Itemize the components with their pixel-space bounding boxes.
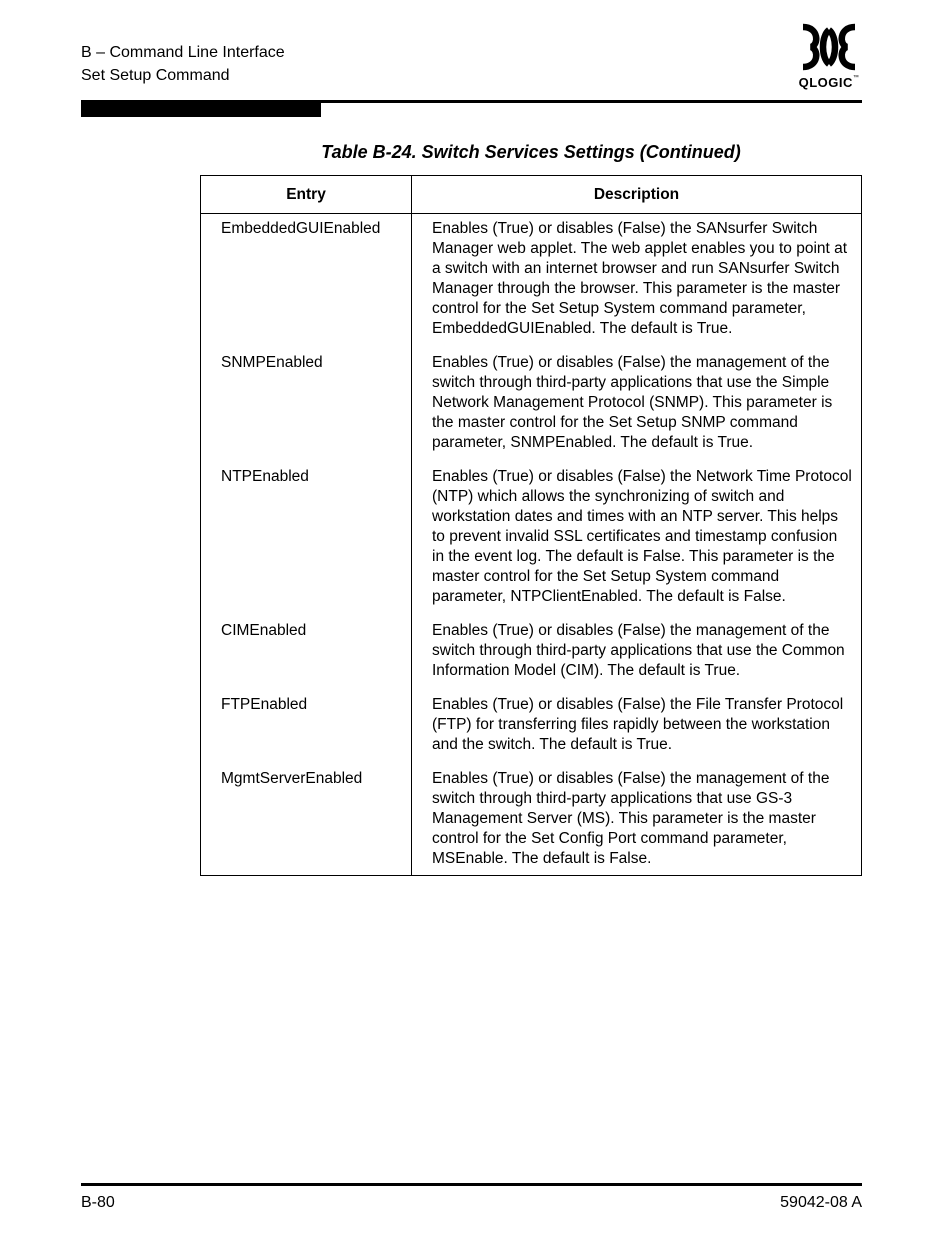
qlogic-logo <box>793 22 865 92</box>
table-row <box>201 353 862 467</box>
entry-cell: SNMPEnabled <box>201 353 412 467</box>
table-header-row <box>201 176 862 214</box>
document-number: 59042-08 A <box>780 1194 862 1211</box>
table-row <box>201 621 862 695</box>
entry-cell: MgmtServerEnabled <box>201 769 412 876</box>
entry-cell: CIMEnabled <box>201 621 412 695</box>
column-header-entry: Entry <box>201 176 412 214</box>
description-cell: Enables (True) or disables (False) the management of the switch through third-party applications that use GS-3 Management Server (MS). This parameter is the master control for the Set Config Port command parameter, MSEnable. The default is False. <box>412 769 862 876</box>
header-section: Set Setup Command <box>81 67 230 84</box>
table-row <box>201 769 862 876</box>
page-number: B-80 <box>81 1194 115 1211</box>
column-header-description: Description <box>412 176 862 214</box>
description-cell: Enables (True) or disables (False) the SANsurfer Switch Manager web applet. The web applet enables you to point at a switch with an internet browser and run SANsurfer Switch Manager through the browser. This parameter is the master control for the Set Setup System command parameter, EmbeddedGUIEnabled. The default is True. <box>412 214 862 354</box>
entry-cell: NTPEnabled <box>201 467 412 621</box>
description-cell: Enables (True) or disables (False) the management of the switch through third-party applications that use the Common Information Model (CIM). The default is True. <box>412 621 862 695</box>
footer-rule <box>81 1183 862 1186</box>
table-row <box>201 467 862 621</box>
qlogic-logo-icon <box>793 22 865 72</box>
description-cell: Enables (True) or disables (False) the File Transfer Protocol (FTP) for transferring files rapidly between the workstation and the switch. The default is True. <box>412 695 862 769</box>
table-row <box>201 695 862 769</box>
entry-cell: FTPEnabled <box>201 695 412 769</box>
switch-services-table <box>200 175 862 876</box>
logo-wordmark: QLOGIC™ <box>798 75 860 90</box>
description-cell: Enables (True) or disables (False) the Network Time Protocol (NTP) which allows the synchronizing of switch and workstation dates and times with an NTP server. This helps to prevent invalid SSL certificates and timestamp confusion in the event log. The default is False. This parameter is the master control for the Set Setup System command parameter, NTPClientEnabled. The default is False. <box>412 467 862 621</box>
entry-cell: EmbeddedGUIEnabled <box>201 214 412 354</box>
description-cell: Enables (True) or disables (False) the management of the switch through third-party applications that use the Simple Network Management Protocol (SNMP). This parameter is the master control for the Set Setup SNMP command parameter, SNMPEnabled. The default is True. <box>412 353 862 467</box>
table-title: Table B-24. Switch Services Settings (Continued) <box>321 142 741 162</box>
header-chapter: B – Command Line Interface <box>81 44 285 61</box>
table-row <box>201 214 862 354</box>
header-bar <box>81 103 321 117</box>
